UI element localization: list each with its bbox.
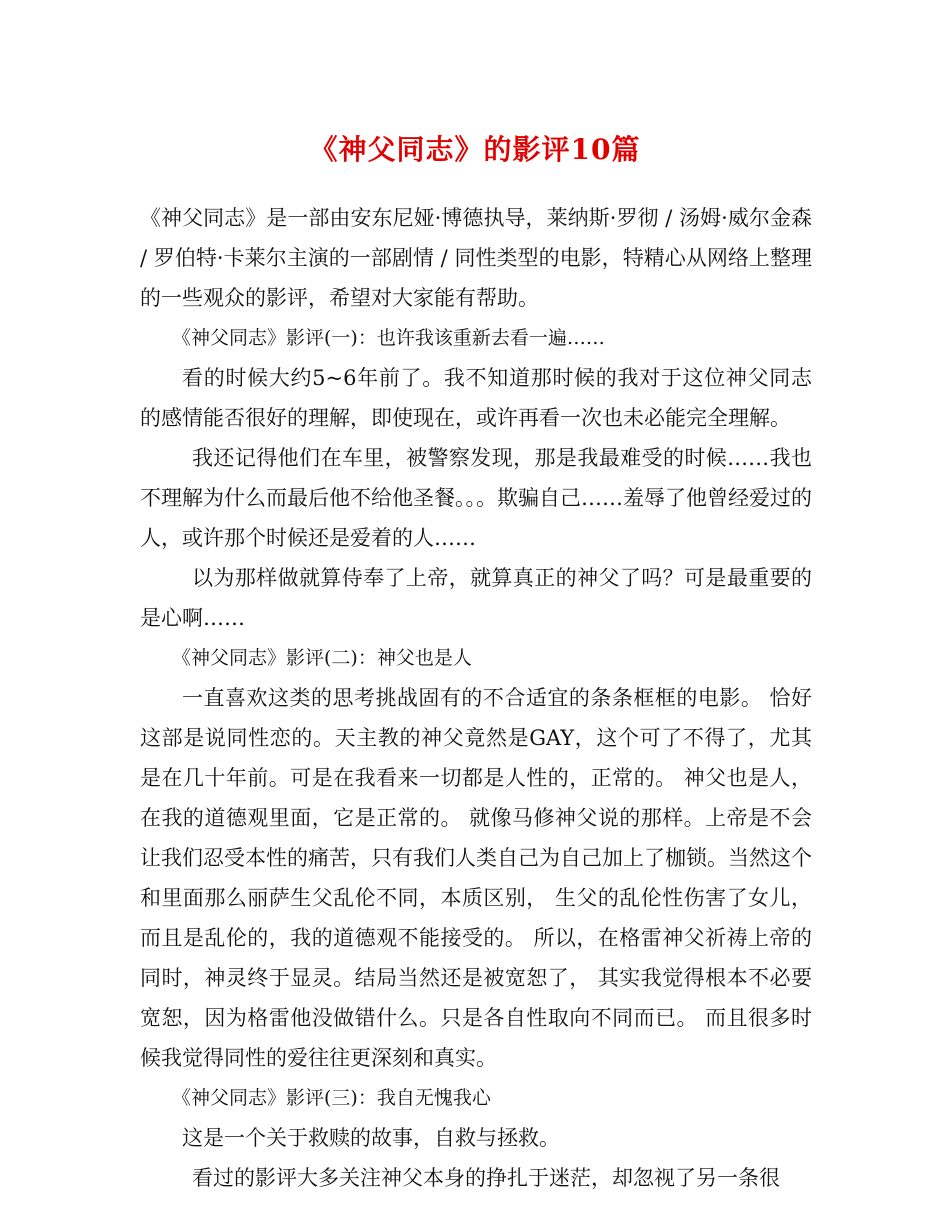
review-1-paragraph-1: 看的时候大约5~6年前了。我不知道那时候的我对于这位神父同志的感情能否很好的理解，即使现在，或许再看一次也未必能完全理解。 xyxy=(140,366,812,430)
review-3-paragraph-2: 看过的影评大多关注神父本身的挣扎于迷茫，却忽视了另一条很 xyxy=(192,1166,780,1190)
document-title: 《神父同志》的影评10篇 xyxy=(309,133,641,166)
review-heading-2: 《神父同志》影评(二)：神父也是人 xyxy=(172,647,472,669)
review-2-paragraph-1: 一直喜欢这类的思考挑战固有的不合适宜的条条框框的电影。 恰好这部是说同性恋的。天主教的神父竟然是GAY，这个可了不得了，尤其是在几十年前。可是在我看来一切都是人性的，正常的。 神父也是人，在我的道德观里面，它是正常的。 就像马修神父说的那样。上帝是不会让我们忍受本性的痛苦，只有我们人类自己为自己加上了枷锁。当然这个和里面那么丽萨生父乱伦不同，本质区别， 生父的乱伦性伤害了女儿，而且是乱伦的，我的道德观不能接受的。 所以，在格雷神父祈祷上帝的同时，神灵终于显灵。结局当然还是被宽恕了， 其实我觉得根本不必要宽恕，因为格雷他没做错什么。只是各自性取向不同而已。 而且很多时候我觉得同性的爱往往更深刻和真实。 xyxy=(140,686,812,1070)
intro-paragraph: 《神父同志》是一部由安东尼娅·博德执导，莱纳斯·罗彻 / 汤姆·威尔金森 / 罗伯特·卡莱尔主演的一部剧情 / 同性类型的电影，特精心从网络上整理的一些观众的影评，希望对大家能有帮助。 xyxy=(140,206,812,310)
review-1-paragraph-2: 我还记得他们在车里，被警察发现，那是我最难受的时候……我也不理解为什么而最后他不给他圣餐。。。欺骗自己……羞辱了他曾经爱过的人，或许那个时候还是爱着的人…… xyxy=(140,446,812,550)
review-heading-3: 《神父同志》影评(三)：我自无愧我心 xyxy=(172,1087,491,1109)
review-3-paragraph-1: 这是一个关于救赎的故事，自救与拯救。 xyxy=(182,1126,560,1150)
review-heading-1: 《神父同志》影评(一)：也许我该重新去看一遍…… xyxy=(172,327,605,349)
review-1-paragraph-3: 以为那样做就算侍奉了上帝，就算真正的神父了吗？可是最重要的是心啊…… xyxy=(140,566,812,630)
document-body xyxy=(140,198,812,1198)
